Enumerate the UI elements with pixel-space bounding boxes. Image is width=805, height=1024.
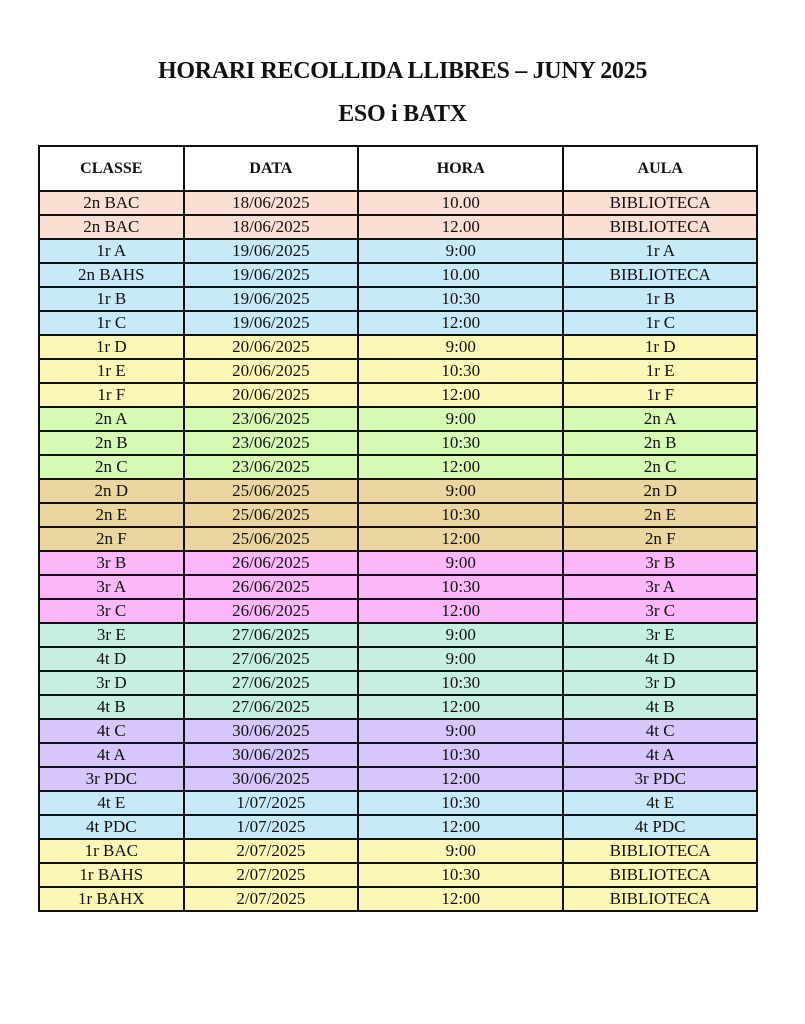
cell-aula: BIBLIOTECA <box>563 191 757 215</box>
cell-data: 20/06/2025 <box>184 383 359 407</box>
cell-aula: 1r D <box>563 335 757 359</box>
cell-aula: 4t A <box>563 743 757 767</box>
cell-aula: 1r E <box>563 359 757 383</box>
cell-data: 1/07/2025 <box>184 815 359 839</box>
cell-hora: 9:00 <box>358 239 563 263</box>
cell-hora: 10:30 <box>358 863 563 887</box>
cell-hora: 12:00 <box>358 311 563 335</box>
table-row <box>39 215 757 239</box>
table-row <box>39 815 757 839</box>
cell-data: 30/06/2025 <box>184 743 359 767</box>
cell-classe: 4t E <box>39 791 184 815</box>
cell-data: 2/07/2025 <box>184 839 359 863</box>
header-hora: HORA <box>358 146 563 191</box>
cell-data: 23/06/2025 <box>184 407 359 431</box>
cell-hora: 9:00 <box>358 407 563 431</box>
cell-data: 26/06/2025 <box>184 551 359 575</box>
table-row <box>39 671 757 695</box>
cell-aula: 4t C <box>563 719 757 743</box>
cell-hora: 12:00 <box>358 599 563 623</box>
cell-aula: 3r E <box>563 623 757 647</box>
page-title: HORARI RECOLLIDA LLIBRES – JUNY 2025 <box>157 58 648 84</box>
cell-hora: 10:30 <box>358 359 563 383</box>
page-subtitle: ESO i BATX <box>338 101 467 127</box>
cell-aula: 2n F <box>563 527 757 551</box>
cell-classe: 1r B <box>39 287 184 311</box>
cell-classe: 3r B <box>39 551 184 575</box>
table-row <box>39 431 757 455</box>
cell-data: 25/06/2025 <box>184 503 359 527</box>
cell-data: 2/07/2025 <box>184 887 359 911</box>
cell-data: 30/06/2025 <box>184 767 359 791</box>
cell-classe: 4t PDC <box>39 815 184 839</box>
cell-classe: 3r C <box>39 599 184 623</box>
table-row <box>39 863 757 887</box>
cell-hora: 9:00 <box>358 479 563 503</box>
cell-data: 19/06/2025 <box>184 239 359 263</box>
cell-classe: 2n C <box>39 455 184 479</box>
cell-classe: 2n A <box>39 407 184 431</box>
cell-aula: 3r PDC <box>563 767 757 791</box>
cell-hora: 9:00 <box>358 719 563 743</box>
cell-aula: 2n E <box>563 503 757 527</box>
cell-hora: 10.00 <box>358 263 563 287</box>
cell-classe: 2n E <box>39 503 184 527</box>
table-row <box>39 695 757 719</box>
table-row <box>39 407 757 431</box>
table-row <box>39 551 757 575</box>
cell-data: 27/06/2025 <box>184 647 359 671</box>
cell-classe: 1r BAHS <box>39 863 184 887</box>
cell-hora: 9:00 <box>358 647 563 671</box>
cell-hora: 12.00 <box>358 215 563 239</box>
cell-classe: 2n BAHS <box>39 263 184 287</box>
cell-aula: 1r F <box>563 383 757 407</box>
header-classe: CLASSE <box>39 146 184 191</box>
cell-data: 23/06/2025 <box>184 431 359 455</box>
cell-hora: 12:00 <box>358 383 563 407</box>
table-row <box>39 839 757 863</box>
cell-data: 27/06/2025 <box>184 695 359 719</box>
cell-data: 25/06/2025 <box>184 479 359 503</box>
cell-aula: 2n A <box>563 407 757 431</box>
cell-hora: 10:30 <box>358 503 563 527</box>
cell-hora: 10:30 <box>358 287 563 311</box>
table-row <box>39 791 757 815</box>
table-row <box>39 383 757 407</box>
cell-aula: 1r A <box>563 239 757 263</box>
table-row <box>39 191 757 215</box>
cell-aula: 4t E <box>563 791 757 815</box>
table-row <box>39 575 757 599</box>
table-body <box>39 191 757 911</box>
cell-aula: BIBLIOTECA <box>563 215 757 239</box>
table-row <box>39 527 757 551</box>
cell-data: 26/06/2025 <box>184 599 359 623</box>
table-row <box>39 455 757 479</box>
table-row <box>39 599 757 623</box>
cell-data: 19/06/2025 <box>184 311 359 335</box>
table-row <box>39 647 757 671</box>
cell-classe: 4t D <box>39 647 184 671</box>
cell-data: 27/06/2025 <box>184 671 359 695</box>
header-data: DATA <box>184 146 359 191</box>
cell-aula: 4t D <box>563 647 757 671</box>
cell-classe: 1r BAC <box>39 839 184 863</box>
cell-hora: 9:00 <box>358 335 563 359</box>
cell-hora: 10:30 <box>358 791 563 815</box>
cell-hora: 10.00 <box>358 191 563 215</box>
cell-data: 19/06/2025 <box>184 287 359 311</box>
cell-classe: 4t C <box>39 719 184 743</box>
cell-aula: 2n D <box>563 479 757 503</box>
cell-aula: BIBLIOTECA <box>563 887 757 911</box>
cell-aula: 2n C <box>563 455 757 479</box>
cell-data: 20/06/2025 <box>184 359 359 383</box>
cell-classe: 3r PDC <box>39 767 184 791</box>
cell-hora: 12:00 <box>358 767 563 791</box>
cell-aula: 3r C <box>563 599 757 623</box>
cell-classe: 2n BAC <box>39 215 184 239</box>
table-row <box>39 743 757 767</box>
cell-hora: 10:30 <box>358 431 563 455</box>
cell-hora: 9:00 <box>358 839 563 863</box>
cell-classe: 2n D <box>39 479 184 503</box>
cell-classe: 3r A <box>39 575 184 599</box>
cell-aula: BIBLIOTECA <box>563 263 757 287</box>
cell-classe: 2n F <box>39 527 184 551</box>
cell-data: 26/06/2025 <box>184 575 359 599</box>
cell-hora: 12:00 <box>358 455 563 479</box>
cell-hora: 12:00 <box>358 695 563 719</box>
cell-data: 23/06/2025 <box>184 455 359 479</box>
cell-data: 2/07/2025 <box>184 863 359 887</box>
cell-hora: 10:30 <box>358 575 563 599</box>
cell-classe: 1r F <box>39 383 184 407</box>
table-row <box>39 767 757 791</box>
cell-hora: 10:30 <box>358 671 563 695</box>
cell-data: 18/06/2025 <box>184 215 359 239</box>
cell-aula: 3r A <box>563 575 757 599</box>
cell-data: 19/06/2025 <box>184 263 359 287</box>
cell-aula: 3r D <box>563 671 757 695</box>
table-row <box>39 239 757 263</box>
table-row <box>39 887 757 911</box>
cell-classe: 1r A <box>39 239 184 263</box>
cell-aula: BIBLIOTECA <box>563 863 757 887</box>
table-row <box>39 359 757 383</box>
cell-aula: 3r B <box>563 551 757 575</box>
cell-classe: 1r E <box>39 359 184 383</box>
cell-aula: 2n B <box>563 431 757 455</box>
cell-data: 25/06/2025 <box>184 527 359 551</box>
cell-hora: 12:00 <box>358 887 563 911</box>
table-row <box>39 623 757 647</box>
cell-data: 30/06/2025 <box>184 719 359 743</box>
cell-classe: 4t B <box>39 695 184 719</box>
cell-classe: 4t A <box>39 743 184 767</box>
cell-aula: 4t PDC <box>563 815 757 839</box>
cell-data: 1/07/2025 <box>184 791 359 815</box>
cell-classe: 2n BAC <box>39 191 184 215</box>
cell-aula: BIBLIOTECA <box>563 839 757 863</box>
table-row <box>39 503 757 527</box>
cell-aula: 4t B <box>563 695 757 719</box>
table-row <box>39 335 757 359</box>
cell-classe: 1r C <box>39 311 184 335</box>
cell-hora: 12:00 <box>358 815 563 839</box>
table-row <box>39 719 757 743</box>
cell-classe: 1r D <box>39 335 184 359</box>
header-row <box>39 146 757 191</box>
cell-aula: 1r B <box>563 287 757 311</box>
cell-classe: 1r BAHX <box>39 887 184 911</box>
cell-hora: 9:00 <box>358 551 563 575</box>
table-row <box>39 263 757 287</box>
cell-classe: 3r D <box>39 671 184 695</box>
cell-data: 27/06/2025 <box>184 623 359 647</box>
cell-hora: 10:30 <box>358 743 563 767</box>
cell-classe: 2n B <box>39 431 184 455</box>
header-aula: AULA <box>563 146 757 191</box>
table-row <box>39 479 757 503</box>
cell-hora: 12:00 <box>358 527 563 551</box>
cell-hora: 9:00 <box>358 623 563 647</box>
cell-classe: 3r E <box>39 623 184 647</box>
cell-aula: 1r C <box>563 311 757 335</box>
table-row <box>39 311 757 335</box>
table-row <box>39 287 757 311</box>
cell-data: 20/06/2025 <box>184 335 359 359</box>
schedule-table <box>38 145 758 912</box>
cell-data: 18/06/2025 <box>184 191 359 215</box>
